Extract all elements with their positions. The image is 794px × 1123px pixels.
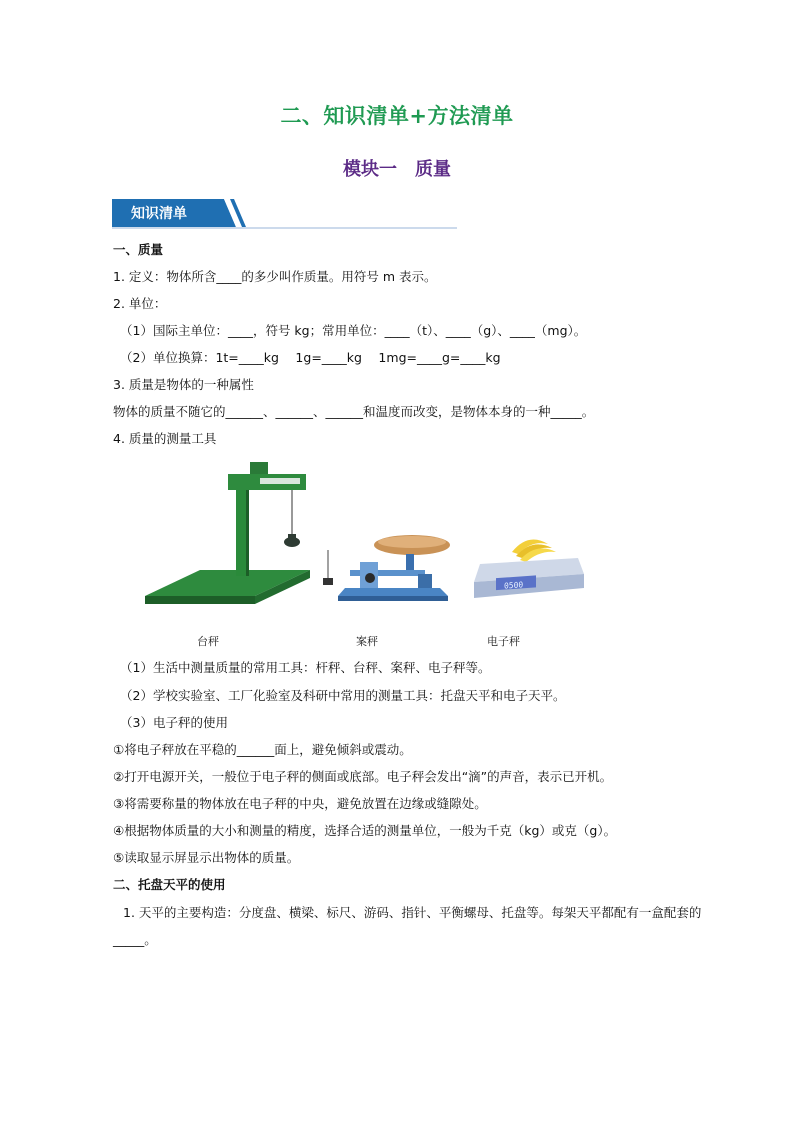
- tool-item-1: （1）生活中测量质量的常用工具：杆秤、台秤、案秤、电子秤等。: [120, 660, 491, 675]
- attribute-title: 3. 质量是物体的一种属性: [113, 377, 254, 392]
- unit-title: 2. 单位：: [113, 296, 167, 311]
- caption-electronic-scale: 电子秤: [487, 635, 520, 648]
- step-4: ④根据物体质量的大小和测量的精度，选择合适的测量单位，一般为千克（kg）或克（g）。: [113, 823, 617, 838]
- caption-counter-scale: 案秤: [356, 635, 378, 648]
- counter-scale-image: [320, 530, 455, 605]
- section-heading-balance: 二、托盘天平的使用: [113, 877, 226, 892]
- tools-title: 4. 质量的测量工具: [113, 431, 217, 446]
- electronic-scale-image: [470, 530, 590, 605]
- module-title: 模块一 质量: [343, 159, 451, 180]
- page-title: 二、知识清单+方法清单: [280, 104, 514, 128]
- scale-display-text: 0500: [504, 580, 524, 591]
- attribute-text: 物体的质量不随它的______、______、______和温度而改变，是物体本身的一种_____。: [113, 404, 595, 419]
- balance-item-1: 1. 天平的主要构造：分度盘、横梁、标尺、游码、指针、平衡螺母、托盘等。每架天平都配有一盒配套的_____。: [113, 905, 702, 947]
- tool-item-3: （3）电子秤的使用: [120, 715, 228, 730]
- platform-scale-image: [140, 458, 315, 608]
- step-5: ⑤读取显示屏显示出物体的质量。: [113, 850, 300, 865]
- definition-line: 1. 定义：物体所含____的多少叫作质量。用符号 m 表示。: [113, 269, 437, 284]
- section-heading-mass: 一、质量: [113, 242, 164, 257]
- tool-item-2: （2）学校实验室、工厂化验室及科研中常用的测量工具：托盘天平和电子天平。: [120, 688, 566, 703]
- step-3: ③将需要称量的物体放在电子秤的中央，避免放置在边缘或缝隙处。: [113, 796, 487, 811]
- unit-si-line: （1）国际主单位：____，符号 kg；常用单位：____（t）、____（g）、____（mg）。: [120, 323, 587, 338]
- unit-conversion-line: （2）单位换算：1t=____kg 1g=____kg 1mg=____g=____kg: [120, 350, 501, 365]
- caption-platform-scale: 台秤: [197, 635, 219, 648]
- step-2: ②打开电源开关，一般位于电子秤的侧面或底部。电子秤会发出“滴”的声音，表示已开机。: [113, 769, 613, 784]
- step-1: ①将电子秤放在平稳的______面上，避免倾斜或震动。: [113, 742, 412, 757]
- banner-label: 知识清单: [131, 206, 187, 222]
